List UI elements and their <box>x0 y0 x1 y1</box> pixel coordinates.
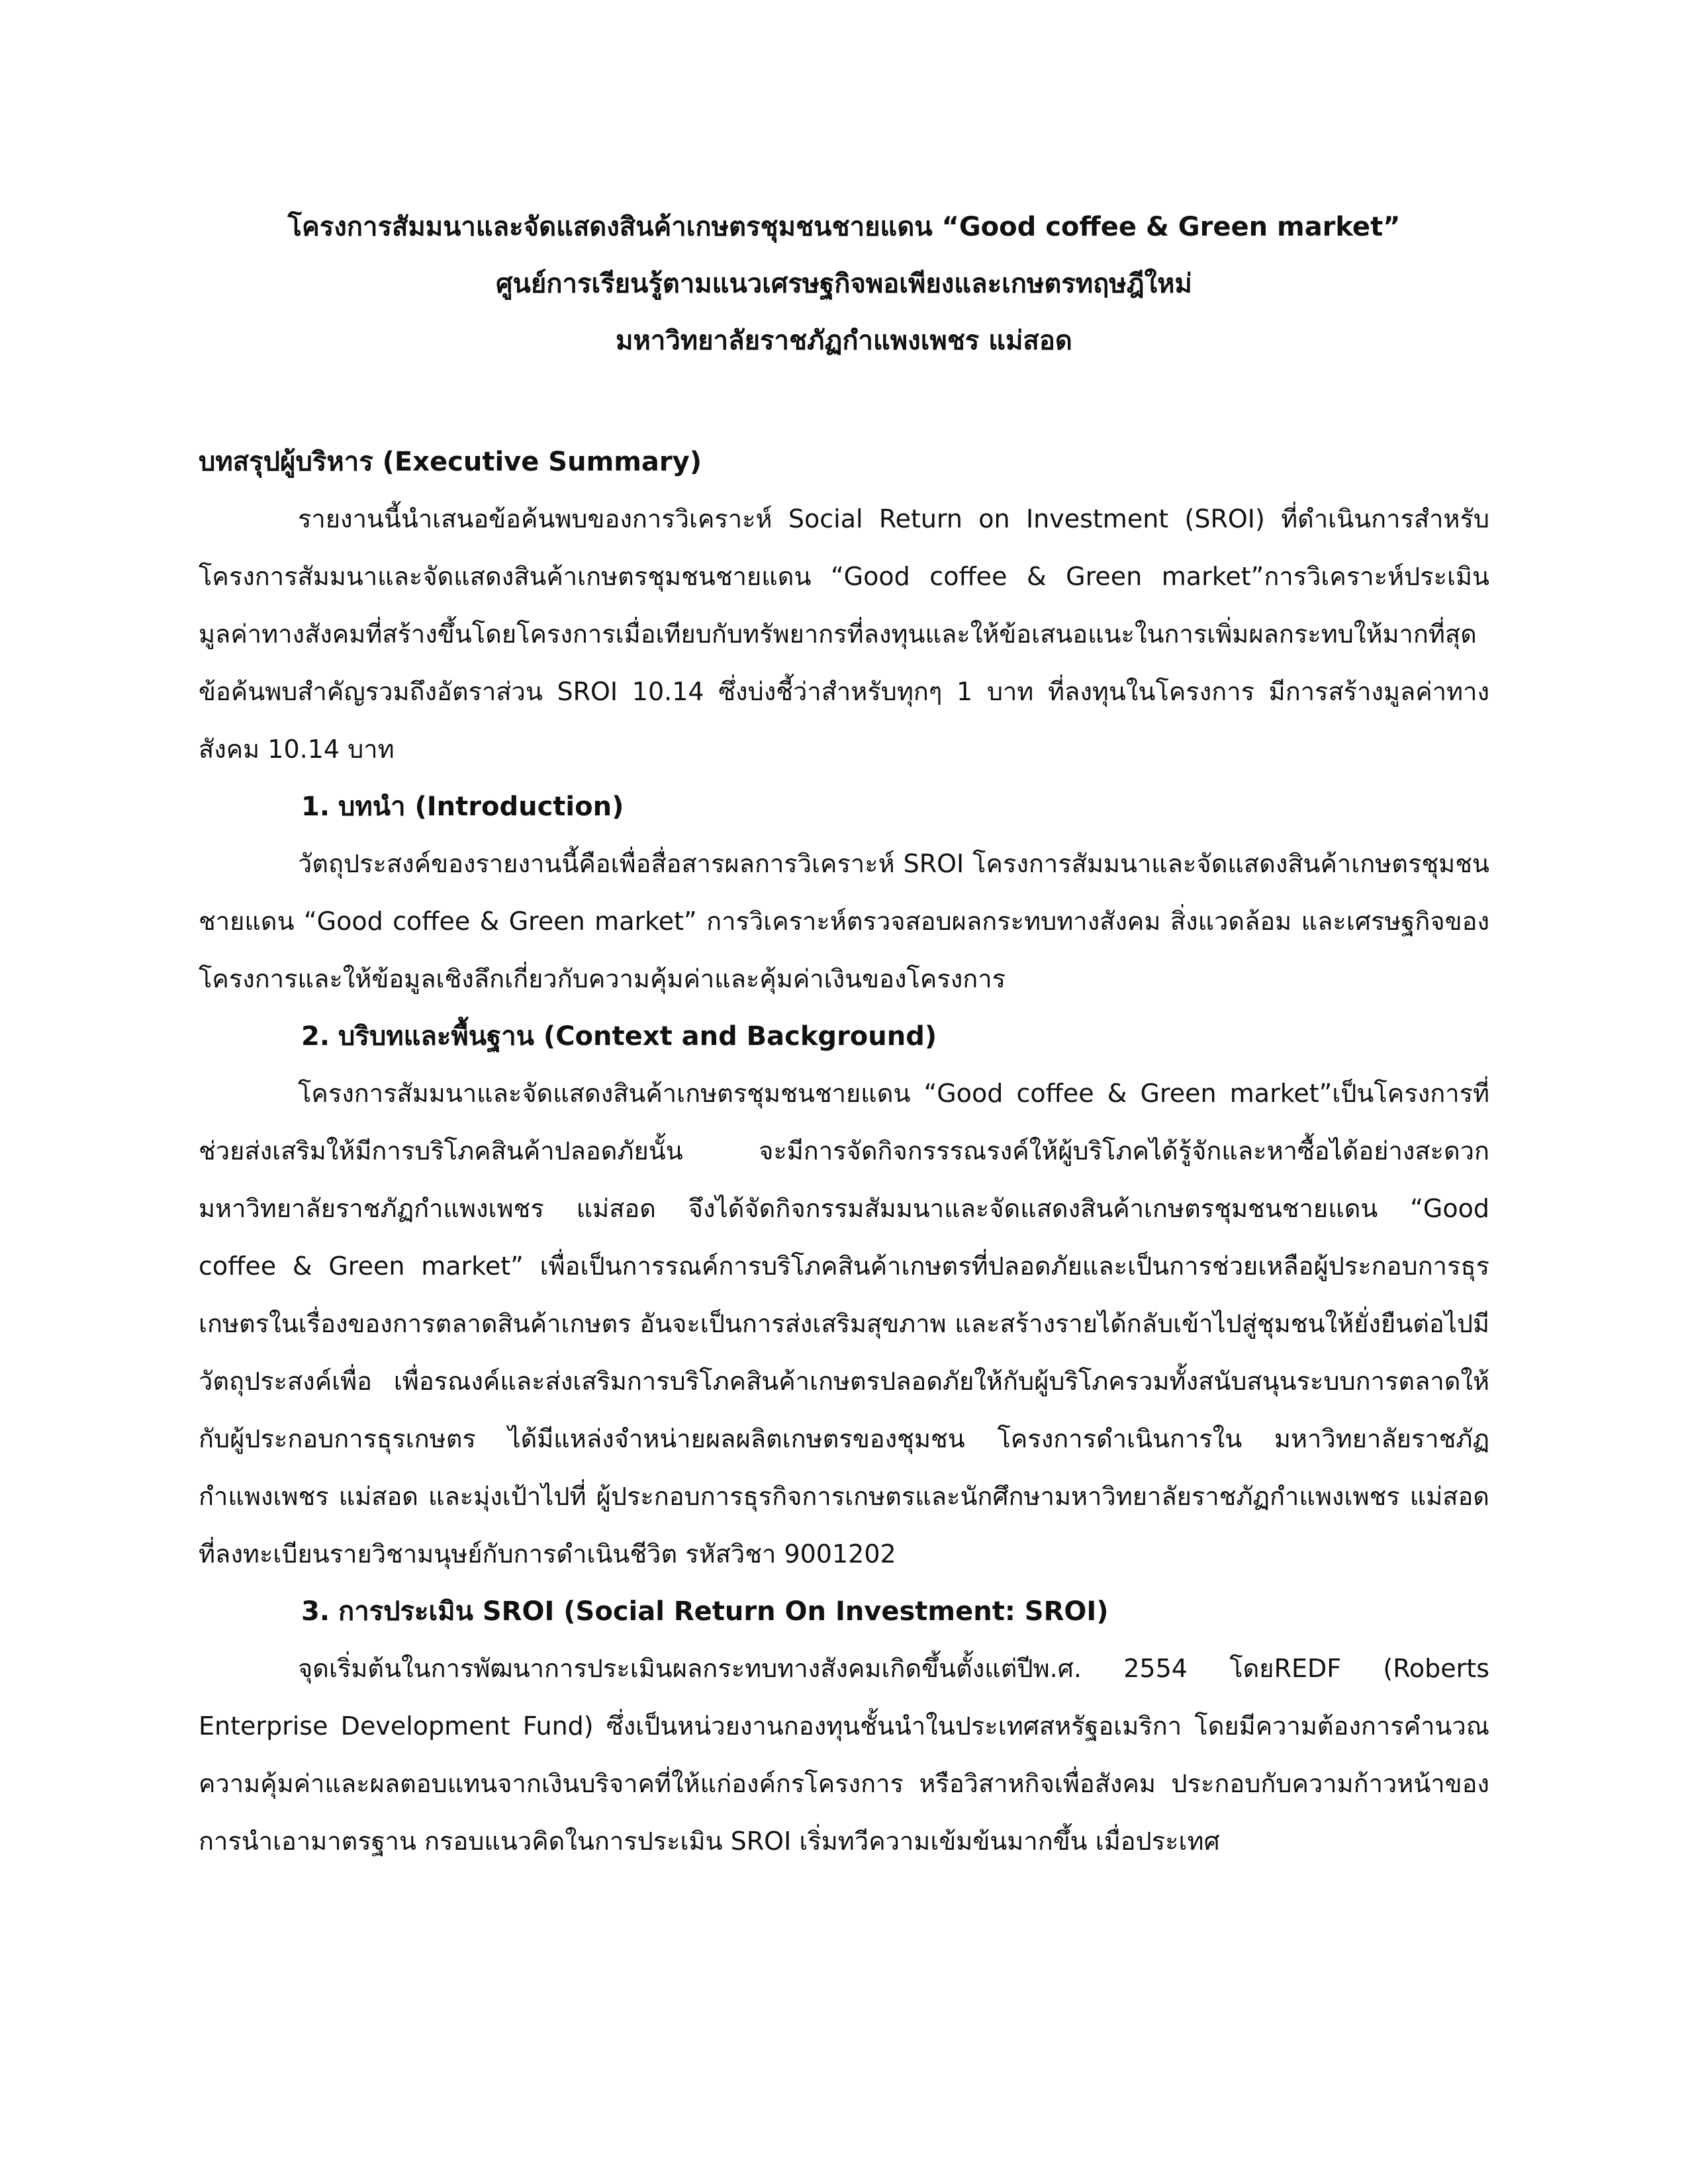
title-line-1: โครงการสัมมนาและจัดแสดงสินค้าเกษตรชุมชนชายแดน “Good coffee & Green market” <box>287 212 1401 242</box>
title-line-2: ศูนย์การเรียนรู้ตามแนวเศรษฐกิจพอเพียงและเกษตรทฤษฎีใหม่ <box>496 269 1192 299</box>
executive-summary-paragraph: รายงานนี้นำเสนอข้อค้นพบของการวิเคราะห์ Social Return on Investment (SROI) ที่ดำเนินการสำหรับ โครงการสัมมนาและจัดแสดงสินค้าเกษตรชุมชนชายแดน “Good coffee & Green market”การวิเคราะห์ประเมินมูลค่าทางสังคมที่สร้างขึ้นโดยโครงการเมื่อเทียบกับทรัพยากรที่ลงทุนและให้ข้อเสนอแนะในการเพิ่มผลกระทบให้มากที่สุด ข้อค้นพบสำคัญรวมถึงอัตราส่วน SROI 10.14 ซึ่งบ่งชี้ว่าสำหรับทุกๆ 1 บาท ที่ลงทุนในโครงการ มีการสร้างมูลค่าทางสังคม 10.14 บาท <box>199 504 1489 764</box>
executive-summary-heading: บทสรุปผู้บริหาร (Executive Summary) <box>199 447 702 477</box>
section-number: 2. <box>301 1021 330 1052</box>
section-heading-introduction <box>199 778 1489 835</box>
title-line-3: มหาวิทยาลัยราชภัฏกำแพงเพชร แม่สอด <box>616 326 1072 356</box>
document-title <box>159 199 1529 369</box>
introduction-paragraph: วัตถุประสงค์ของรายงานนี้คือเพื่อสื่อสารผลการวิเคราะห์ SROI โครงการสัมมนาและจัดแสดงสินค้าเกษตรชุมชนชายแดน “Good coffee & Green market” การวิเคราะห์ตรวจสอบผลกระทบทางสังคม สิ่งแวดล้อม และเศรษฐกิจของโครงการและให้ข้อมูลเชิงลึกเกี่ยวกับความคุ้มค่าและคุ้มค่าเงินของโครงการ <box>199 849 1489 993</box>
document-body <box>199 433 1489 1870</box>
section-title: การประเมิน SROI (Social Return On Investment: SROI) <box>338 1596 1109 1627</box>
section-number: 1. <box>301 792 330 822</box>
sroi-paragraph: จุดเริ่มต้นในการพัฒนาการประเมินผลกระทบทางสังคมเกิดขึ้นตั้งแต่ปีพ.ศ. 2554 โดยREDF (Roberts Enterprise Development Fund) ซึ่งเป็นหน่วยงานกองทุนชั้นนำในประเทศสหรัฐอเมริกา โดยมีความต้องการคำนวณความคุ้มค่าและผลตอบแทนจากเงินบริจาคที่ให้แก่องค์กรโครงการ หรือวิสาหกิจเพื่อสังคม ประกอบกับความก้าวหน้าของการนำเอามาตรฐาน กรอบแนวคิดในการประเมิน SROI เริ่มทวีความเข้มข้นมากขึ้น เมื่อประเทศ <box>199 1654 1489 1856</box>
section-title: บทนำ (Introduction) <box>338 792 624 822</box>
section-title: บริบทและพื้นฐาน (Context and Background) <box>338 1021 937 1052</box>
section-heading-context <box>199 1008 1489 1065</box>
section-number: 3. <box>301 1596 330 1627</box>
section-heading-sroi <box>199 1583 1489 1640</box>
context-paragraph: โครงการสัมมนาและจัดแสดงสินค้าเกษตรชุมชนชายแดน “Good coffee & Green market”เป็นโครงการที่ช่วยส่งเสริมให้มีการบริโภคสินค้าปลอดภัยนั้น จะมีการจัดกิจกรรรณรงค์ให้ผู้บริโภคได้รู้จักและหาซื้อได้อย่างสะดวก มหาวิทยาลัยราชภัฏกำแพงเพชร แม่สอด จึงได้จัดกิจกรรมสัมมนาและจัดแสดงสินค้าเกษตรชุมชนชายแดน “Good coffee & Green market” เพื่อเป็นการรณค์การบริโภคสินค้าเกษตรที่ปลอดภัยและเป็นการช่วยเหลือผู้ประกอบการธุรเกษตรในเรื่องของการตลาดสินค้าเกษตร อันจะเป็นการส่งเสริมสุขภาพ และสร้างรายได้กลับเข้าไปสู่ชุมชนให้ยั่งยืนต่อไปมีวัตถุประสงค์เพื่อ เพื่อรณงค์และส่งเสริมการบริโภคสินค้าเกษตรปลอดภัยให้กับผู้บริโภครวมทั้งสนับสนุนระบบการตลาดให้กับผู้ประกอบการธุรเกษตร ได้มีแหล่งจำหน่ายผลผลิตเกษตรของชุมชน โครงการดำเนินการใน มหาวิทยาลัยราชภัฏกำแพงเพชร แม่สอด และมุ่งเป้าไปที่ ผู้ประกอบการธุรกิจการเกษตรและนักศึกษามหาวิทยาลัยราชภัฏกำแพงเพชร แม่สอด ที่ลงทะเบียนรายวิชามนุษย์กับการดำเนินชีวิต รหัสวิชา 9001202 <box>199 1079 1489 1569</box>
